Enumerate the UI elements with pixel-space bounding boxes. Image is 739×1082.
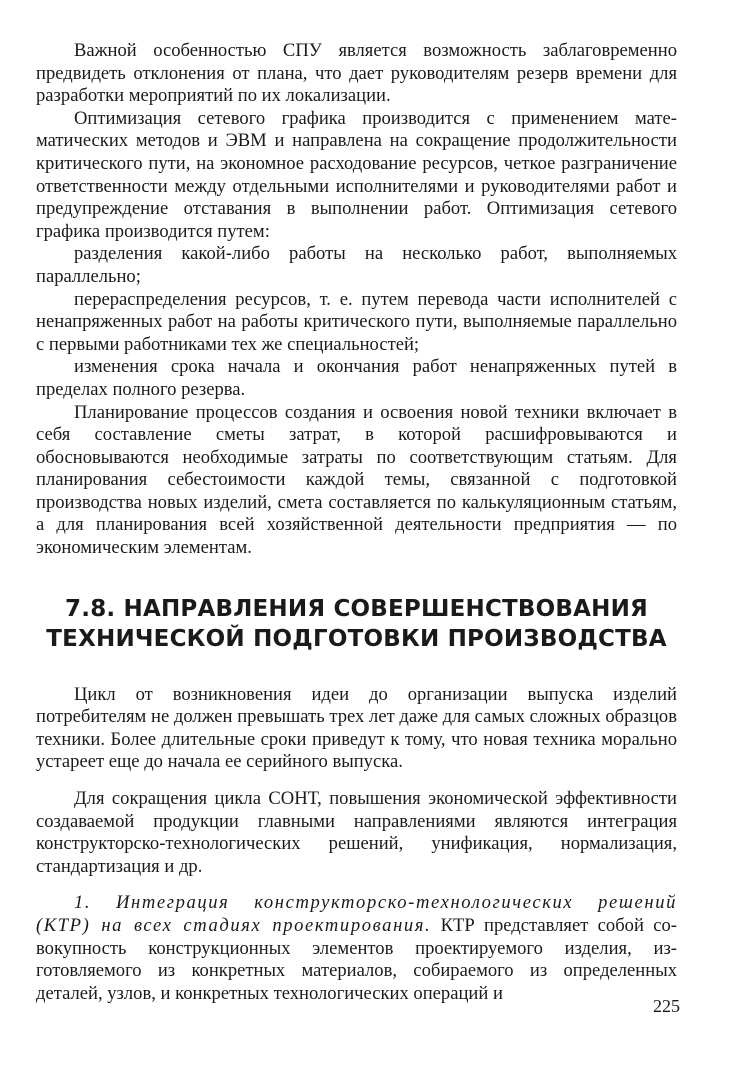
- paragraph-2: Оптимизация сетевого графика производится с применением математических методов и ЭВМ и направлена на сокращение продолжительности критического пути, на экономное расходование ресурсов, четкое разграничение ответственности между отдельными исполнителями и руководителями работ и предупреждение отставания в выполнении работ. Оптимизация сетевого графика производится путем:: [36, 107, 677, 242]
- section-heading-line-2: ТЕХНИЧЕСКОЙ ПОДГОТОВКИ ПРОИЗВОДСТВА: [46, 625, 667, 652]
- paragraph-4: перераспределения ресурсов, т. е. путем перевода части исполнителей с ненапряженных работ на работы критического пути, выполняемые параллельно с первыми работниками тех же специальностей;: [36, 288, 677, 355]
- page-body: [36, 40, 677, 1005]
- page-number: 225: [653, 996, 680, 1016]
- paragraph-9-italic-lead: 1. Интеграция конструкторско-технологических решений (КТР) на всех стадиях проектирования.: [36, 892, 677, 936]
- paragraph-9-text: КТР представляет собой совокупность конструкционных элементов проектируемого изделия, изготовляемого из конкретных материалов, собираемого из определенных деталей, узлов, и конкретных технологических операций и: [36, 915, 677, 1004]
- paragraph-8: Для сокращения цикла СОНТ, повышения экономической эффективности создаваемой продукции главными направлениями являются интеграция конструкторско-технологических решений, унификация, нормализация, стандартизация и др.: [36, 788, 677, 877]
- paragraph-1: Важной особенностью СПУ является возможность заблаговременно предвидеть отклонения от плана, что дает руководителям резерв времени для разработки мероприятий по их локализации.: [36, 40, 677, 107]
- paragraph-6: Планирование процессов создания и освоения новой техники включает в себя составление сметы затрат, в которой расшифровываются и обосновываются необходимые затраты по соответствующим статьям. Для планирования себестоимости каждой темы, связанной с подготовкой производства новых изделий, смета составляется по калькуляционным статьям, а для планирования всей хозяйственной деятельности предприятия — по экономическим элементам.: [36, 401, 677, 559]
- section-heading-line-1: 7.8. НАПРАВЛЕНИЯ СОВЕРШЕНСТВОВАНИЯ: [65, 595, 648, 622]
- section-heading: [36, 594, 677, 654]
- paragraph-5: изменения срока начала и окончания работ ненапряженных путей в пределах полного резерва.: [36, 356, 677, 400]
- paragraph-9: [36, 892, 677, 1005]
- paragraph-7: Цикл от возникновения идеи до организации выпуска изделий потребителям не должен превышать трех лет даже для самых сложных образцов техники. Более длительные сроки приведут к тому, что новая техника морально устареет еще до начала ее серийного выпуска.: [36, 683, 677, 773]
- paragraph-3: разделения какой-либо работы на несколько работ, выполняемых параллельно;: [36, 243, 677, 287]
